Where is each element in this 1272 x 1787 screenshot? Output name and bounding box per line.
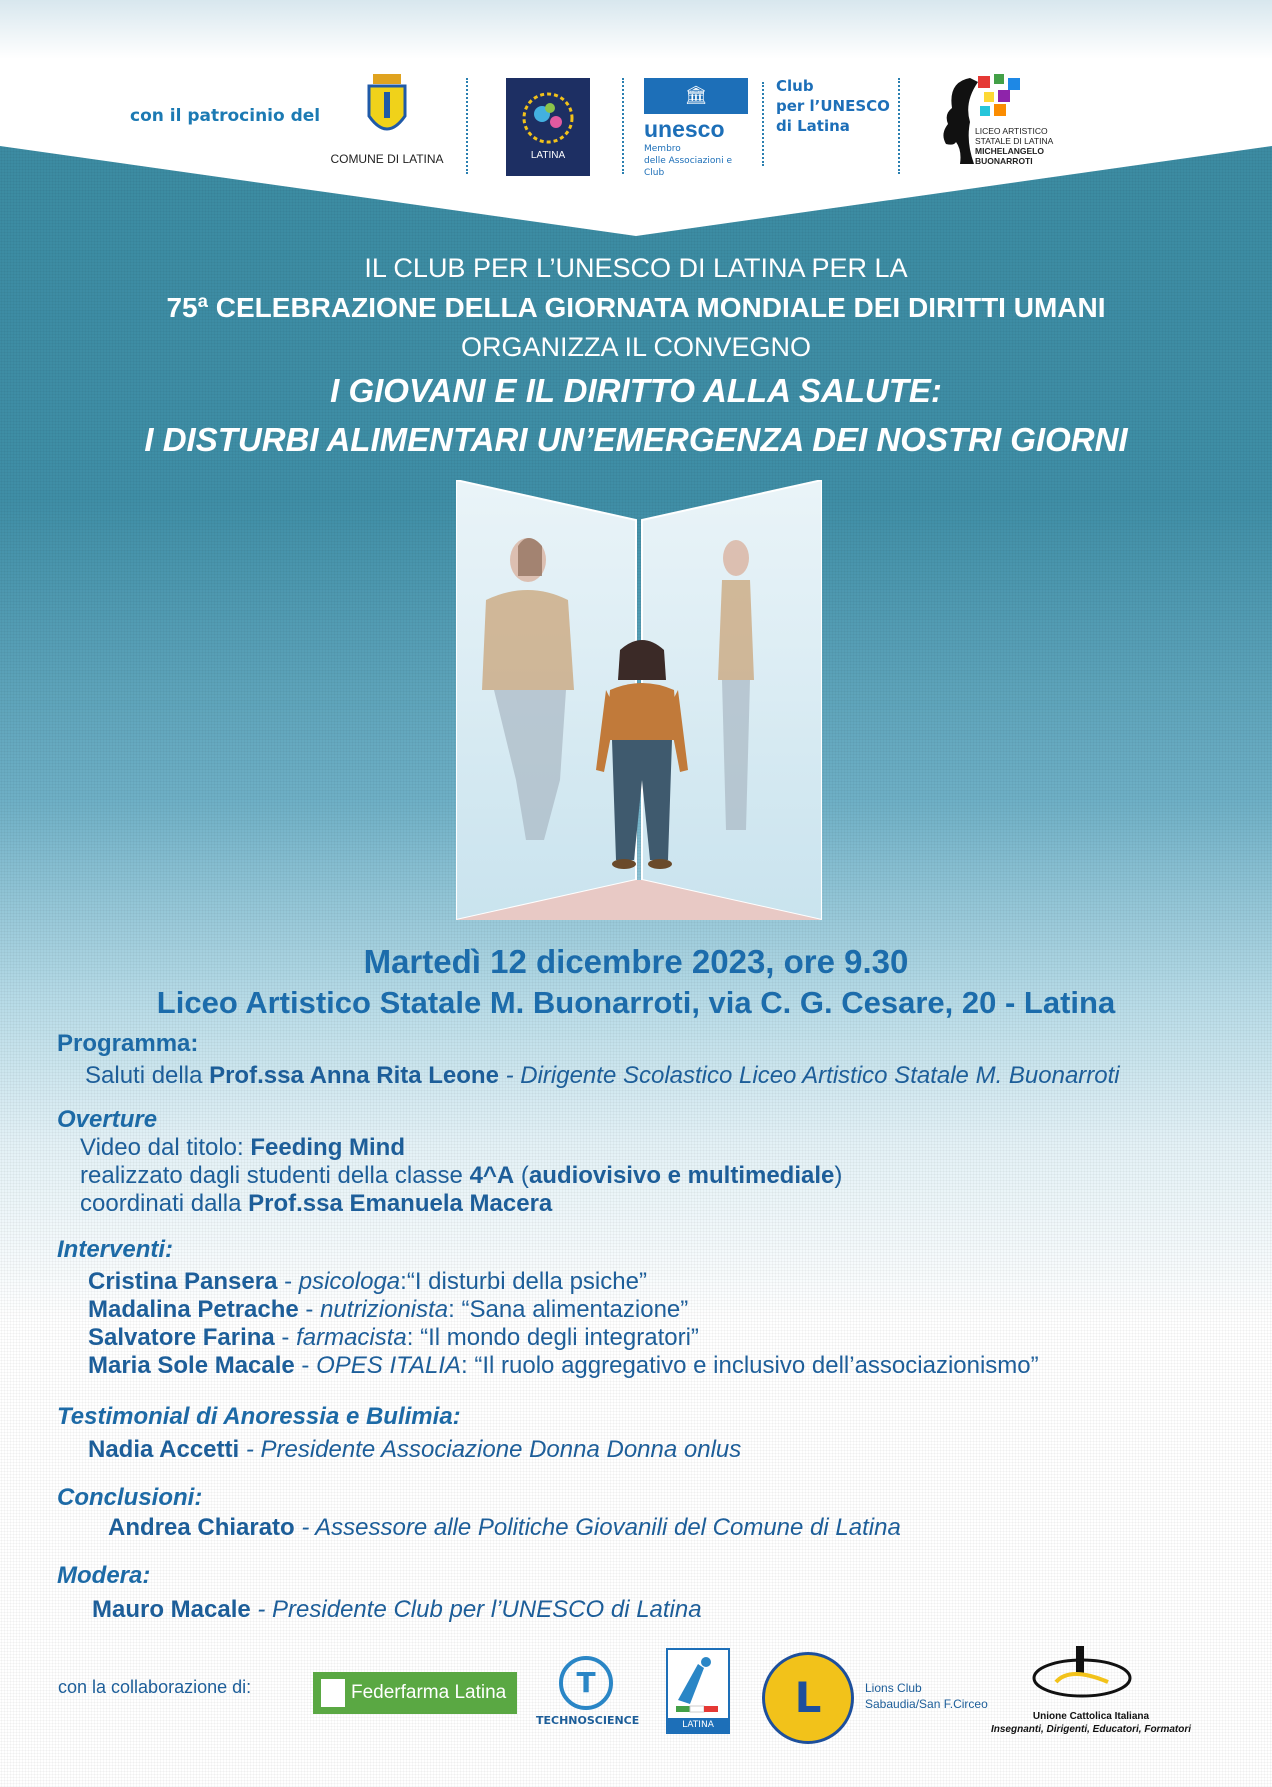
coordinati-line: coordinati dalla Prof.ssa Emanuela Macera (80, 1190, 553, 1217)
event-venue: Liceo Artistico Statale M. Buonarroti, via C. G. Cesare, 20 - Latina (156, 985, 1116, 1020)
temple-icon: 🏛 (644, 78, 748, 114)
collaboration-label: con la collaborazione di: (58, 1677, 252, 1697)
convegno-subtitle: I DISTURBI ALIMENTARI UN’EMERGENZA DEI NOSTRI GIORNI (144, 421, 1128, 458)
speaker-row: Cristina Pansera - psicologa:“I disturbi della psiche” (88, 1268, 647, 1295)
testimonial-heading: Testimonial di Anoressia e Bulimia: (57, 1403, 461, 1430)
technoscience-icon: T (559, 1656, 613, 1710)
comune-label: COMUNE DI LATINA (330, 152, 444, 166)
lions-label: Lions Club Sabaudia/San F.Circeo (865, 1681, 988, 1711)
athlete-icon (668, 1650, 728, 1716)
programma-heading: Programma: (57, 1030, 199, 1057)
svg-text:LATINA: LATINA (530, 150, 566, 161)
modera-line: Mauro Macale - Presidente Club per l’UNESCO di Latina (92, 1596, 702, 1623)
unesco-word: unesco (644, 116, 725, 142)
convegno-title: I GIOVANI E IL DIRITTO ALLA SALUTE: (330, 372, 942, 409)
speaker-row: Madalina Petrache - nutrizionista: “Sana alimentazione” (88, 1296, 689, 1323)
modera-heading: Modera: (57, 1562, 151, 1589)
unesco-sub-2: delle Associazioni e Club (644, 156, 732, 178)
club-unesco-label: Club per l’UNESCO di Latina (776, 77, 890, 135)
realizzato-line: realizzato dagli studenti della classe 4^A (audiovisivo e multimediale) (80, 1162, 843, 1189)
event-date: Martedì 12 dicembre 2023, ore 9.30 (363, 943, 909, 980)
title-line-3: ORGANIZZA IL CONVEGNO (460, 332, 812, 362)
technoscience-logo: T TECHNOSCIENCE (536, 1656, 636, 1727)
speaker-row: Salvatore Farina - farmacista: “Il mondo degli integratori” (88, 1324, 699, 1351)
overture-heading: Overture (57, 1106, 158, 1133)
federfarma-icon (321, 1679, 345, 1707)
conclusioni-heading: Conclusioni: (57, 1484, 203, 1511)
unesco-sub-1: Membro (644, 144, 681, 154)
uciim-label: Unione Cattolica Italiana Insegnanti, Dirigenti, Educatori, Formatori (990, 1711, 1192, 1735)
interventi-heading: Interventi: (57, 1236, 174, 1263)
saluti-line: Saluti della Prof.ssa Anna Rita Leone - Dirigente Scolastico Liceo Artistico Statale M. Buonarroti (85, 1062, 1120, 1089)
patronage-label: con il patrocinio del (130, 106, 321, 126)
coni-stala-logo: LATINA (666, 1648, 730, 1734)
uciim-logo (1030, 1642, 1134, 1698)
speaker-row: Maria Sole Macale - OPES ITALIA: “Il ruolo aggregativo e inclusivo dell’associazionismo” (88, 1352, 1039, 1379)
federfarma-logo: Federfarma Latina (313, 1672, 517, 1714)
liceo-label: LICEO ARTISTICO STATALE DI LATINA MICHELANGELO BUONARROTI (975, 126, 1054, 166)
lions-logo: L (762, 1652, 854, 1744)
title-line-2: 75ª CELEBRAZIONE DELLA GIORNATA MONDIALE DEI DIRITTI UMANI (166, 292, 1106, 323)
conclusioni-line: Andrea Chiarato - Assessore alle Politiche Giovanili del Comune di Latina (108, 1514, 901, 1541)
testimonial-line: Nadia Accetti - Presidente Associazione Donna Donna onlus (88, 1436, 742, 1463)
video-line: Video dal titolo: Feeding Mind (80, 1134, 405, 1161)
title-line-1: IL CLUB PER L’UNESCO DI LATINA PER LA (364, 253, 908, 283)
